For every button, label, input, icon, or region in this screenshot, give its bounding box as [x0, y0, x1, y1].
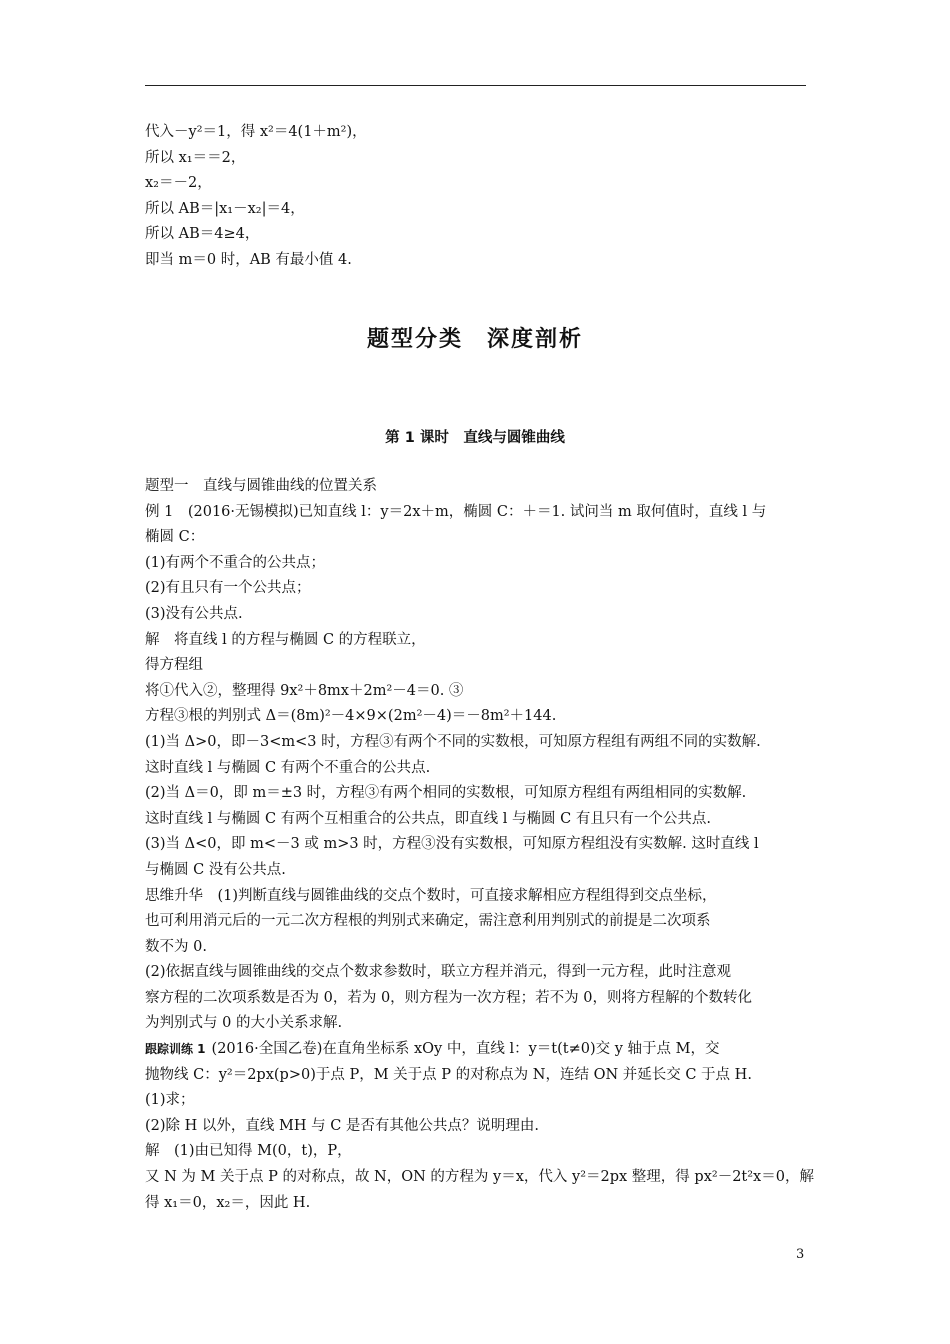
training-text: (2016·全国乙卷)在直角坐标系 xOy 中，直线 l：y＝t(t≠0)交 y 轴于点 M，交 — [211, 1041, 720, 1058]
text-line: (1)求； — [145, 1092, 195, 1109]
text-line: 代入－y²＝1，得 x²＝4(1＋m²)， — [145, 124, 367, 140]
text-line: 所以 AB＝|x₁－x₂|＝4， — [145, 200, 305, 217]
text-line: 方程③根的判别式 Δ＝(8m)²－4×9×(2m²－4)＝－8m²＋144. — [145, 708, 557, 725]
text-line: (2)依据直线与圆锥曲线的交点个数求参数时，联立方程并消元，得到一元方程，此时注意观 — [145, 964, 732, 981]
training-tag: 跟踪训练 1 — [145, 1042, 206, 1057]
training-line — [145, 1037, 810, 1063]
text-line: (3)当 Δ<0，即 m<－3 或 m>3 时，方程③没有实数根，可知原方程组没有实数解. 这时直线 l — [145, 836, 759, 853]
text-line: 抛物线 C：y²＝2px(p>0)于点 P，M 关于点 P 的对称点为 N，连结 ON 并延长交 C 于点 H. — [145, 1066, 752, 1083]
text-line: 这时直线 l 与椭圆 C 有两个不重合的公共点. — [145, 759, 431, 776]
top-derivation — [145, 120, 810, 274]
text-line: 题型一 直线与圆锥曲线的位置关系 — [145, 478, 377, 494]
text-line: (1)有两个不重合的公共点； — [145, 554, 326, 571]
text-line: (1)当 Δ>0，即－3<m<3 时，方程③有两个不同的实数根，可知原方程组有两组不同的实数解. — [145, 733, 761, 750]
text-line: x₂＝－2， — [145, 175, 212, 192]
text-line: 这时直线 l 与椭圆 C 有两个互相重合的公共点，即直线 l 与椭圆 C 有且只有一个公共点. — [145, 810, 711, 827]
main-content — [145, 474, 814, 1216]
text-line: (2)有且只有一个公共点； — [145, 580, 311, 597]
text-line: 将①代入②，整理得 9x²＋8mx＋2m²－4＝0. ③ — [145, 682, 464, 699]
text-line: 所以 x₁＝＝2， — [145, 149, 246, 166]
text-line: 解 (1)由已知得 M(0，t)，P， — [145, 1143, 352, 1160]
section-title: 题型分类 深度剖析 — [366, 327, 583, 352]
lesson-title: 第 1 课时 直线与圆锥曲线 — [385, 430, 565, 446]
text-line: 察方程的二次项系数是否为 0，若为 0，则方程为一次方程；若不为 0，则将方程解的个数转化 — [145, 989, 752, 1006]
text-line: 椭圆 C： — [145, 529, 205, 546]
text-line: 又 N 为 M 关于点 P 的对称点，故 N，ON 的方程为 y＝x，代入 y²＝2px 整理，得 px²－2t²x＝0，解 — [145, 1169, 814, 1186]
text-line: 为判别式与 0 的大小关系求解. — [145, 1015, 343, 1032]
text-line: 即当 m＝0 时，AB 有最小值 4. — [145, 251, 352, 268]
text-line: 得 x₁＝0，x₂＝，因此 H. — [145, 1194, 311, 1211]
text-line: 所以 AB＝4≥4， — [145, 226, 260, 243]
header-rule — [145, 85, 806, 86]
text-line: (2)当 Δ＝0，即 m＝±3 时，方程③有两个相同的实数根，可知原方程组有两组相同的实数解. — [145, 785, 747, 802]
text-line: (2)除 H 以外，直线 MH 与 C 是否有其他公共点？说明理由. — [145, 1117, 540, 1134]
text-line: 例 1 (2016·无锡模拟)已知直线 l：y＝2x＋m，椭圆 C：＋＝1. 试问当 m 取何值时，直线 l 与 — [145, 503, 767, 520]
text-line: (3)没有公共点. — [145, 605, 243, 622]
text-line: 也可利用消元后的一元二次方程根的判别式来确定，需注意利用判别式的前提是二次项系 — [145, 913, 711, 930]
text-line: 与椭圆 C 没有公共点. — [145, 861, 286, 878]
text-line: 解 将直线 l 的方程与椭圆 C 的方程联立， — [145, 631, 426, 648]
text-line: 得方程组 — [145, 657, 203, 674]
text-line: 数不为 0. — [145, 938, 207, 955]
page-number: 3 — [796, 1247, 805, 1262]
text-line: 思维升华 (1)判断直线与圆锥曲线的交点个数时，可直接求解相应方程组得到交点坐标， — [145, 887, 717, 904]
